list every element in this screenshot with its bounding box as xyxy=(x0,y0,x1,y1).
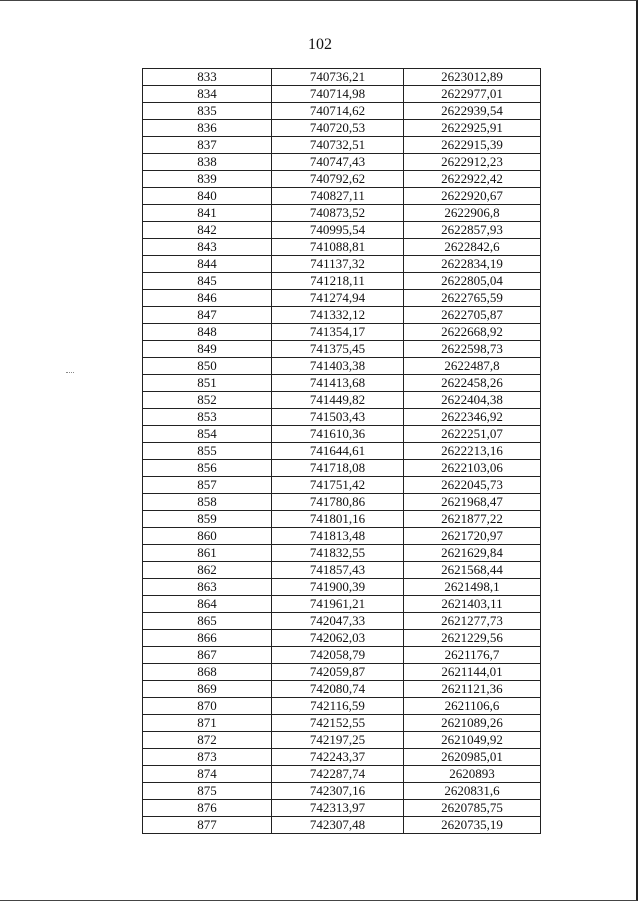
table-row xyxy=(143,358,541,375)
x-coordinate-cell: 740720,53 xyxy=(272,120,404,137)
y-coordinate-cell: 2621568,44 xyxy=(404,562,541,579)
x-coordinate-cell: 740747,43 xyxy=(272,154,404,171)
scan-artifact xyxy=(66,372,74,375)
y-coordinate-cell: 2622346,92 xyxy=(404,409,541,426)
y-coordinate-cell: 2621106,6 xyxy=(404,698,541,715)
table-row xyxy=(143,749,541,766)
point-number-cell: 836 xyxy=(143,120,272,137)
point-number-cell: 852 xyxy=(143,392,272,409)
table-row xyxy=(143,494,541,511)
x-coordinate-cell: 740792,62 xyxy=(272,171,404,188)
point-number-cell: 857 xyxy=(143,477,272,494)
x-coordinate-cell: 742059,87 xyxy=(272,664,404,681)
x-coordinate-cell: 742047,33 xyxy=(272,613,404,630)
point-number-cell: 833 xyxy=(143,69,272,86)
y-coordinate-cell: 2621629,84 xyxy=(404,545,541,562)
point-number-cell: 877 xyxy=(143,817,272,834)
point-number-cell: 846 xyxy=(143,290,272,307)
table-row xyxy=(143,783,541,800)
y-coordinate-cell: 2621049,92 xyxy=(404,732,541,749)
y-coordinate-cell: 2621121,36 xyxy=(404,681,541,698)
point-number-cell: 858 xyxy=(143,494,272,511)
y-coordinate-cell: 2622915,39 xyxy=(404,137,541,154)
y-coordinate-cell: 2621968,47 xyxy=(404,494,541,511)
point-number-cell: 840 xyxy=(143,188,272,205)
point-number-cell: 837 xyxy=(143,137,272,154)
y-coordinate-cell: 2622912,23 xyxy=(404,154,541,171)
point-number-cell: 851 xyxy=(143,375,272,392)
y-coordinate-cell: 2621176,7 xyxy=(404,647,541,664)
y-coordinate-cell: 2622598,73 xyxy=(404,341,541,358)
point-number-cell: 854 xyxy=(143,426,272,443)
table-row xyxy=(143,766,541,783)
table-row xyxy=(143,545,541,562)
x-coordinate-cell: 741403,38 xyxy=(272,358,404,375)
x-coordinate-cell: 742116,59 xyxy=(272,698,404,715)
table-row xyxy=(143,664,541,681)
y-coordinate-cell: 2622977,01 xyxy=(404,86,541,103)
y-coordinate-cell: 2620735,19 xyxy=(404,817,541,834)
x-coordinate-cell: 742287,74 xyxy=(272,766,404,783)
table-row xyxy=(143,528,541,545)
y-coordinate-cell: 2623012,89 xyxy=(404,69,541,86)
table-row xyxy=(143,511,541,528)
x-coordinate-cell: 742197,25 xyxy=(272,732,404,749)
y-coordinate-cell: 2622857,93 xyxy=(404,222,541,239)
y-coordinate-cell: 2620831,6 xyxy=(404,783,541,800)
x-coordinate-cell: 741718,08 xyxy=(272,460,404,477)
table-row xyxy=(143,103,541,120)
table-row xyxy=(143,732,541,749)
table-row xyxy=(143,392,541,409)
x-coordinate-cell: 740995,54 xyxy=(272,222,404,239)
table-row xyxy=(143,69,541,86)
point-number-cell: 834 xyxy=(143,86,272,103)
x-coordinate-cell: 741832,55 xyxy=(272,545,404,562)
x-coordinate-cell: 741610,36 xyxy=(272,426,404,443)
y-coordinate-cell: 2621403,11 xyxy=(404,596,541,613)
point-number-cell: 872 xyxy=(143,732,272,749)
y-coordinate-cell: 2621277,73 xyxy=(404,613,541,630)
y-coordinate-cell: 2621229,56 xyxy=(404,630,541,647)
table-row xyxy=(143,239,541,256)
table-row xyxy=(143,681,541,698)
y-coordinate-cell: 2622922,42 xyxy=(404,171,541,188)
point-number-cell: 835 xyxy=(143,103,272,120)
x-coordinate-cell: 741218,11 xyxy=(272,273,404,290)
point-number-cell: 871 xyxy=(143,715,272,732)
y-coordinate-cell: 2622404,38 xyxy=(404,392,541,409)
x-coordinate-cell: 742243,37 xyxy=(272,749,404,766)
point-number-cell: 868 xyxy=(143,664,272,681)
x-coordinate-cell: 741900,39 xyxy=(272,579,404,596)
point-number-cell: 860 xyxy=(143,528,272,545)
point-number-cell: 861 xyxy=(143,545,272,562)
table-row xyxy=(143,222,541,239)
x-coordinate-cell: 742307,16 xyxy=(272,783,404,800)
page-number: 102 xyxy=(308,36,332,53)
point-number-cell: 843 xyxy=(143,239,272,256)
table-row xyxy=(143,307,541,324)
point-number-cell: 859 xyxy=(143,511,272,528)
table-row xyxy=(143,613,541,630)
table-row xyxy=(143,477,541,494)
point-number-cell: 866 xyxy=(143,630,272,647)
point-number-cell: 839 xyxy=(143,171,272,188)
y-coordinate-cell: 2622765,59 xyxy=(404,290,541,307)
x-coordinate-cell: 741751,42 xyxy=(272,477,404,494)
x-coordinate-cell: 741354,17 xyxy=(272,324,404,341)
y-coordinate-cell: 2621144,01 xyxy=(404,664,541,681)
point-number-cell: 875 xyxy=(143,783,272,800)
table-row xyxy=(143,137,541,154)
point-number-cell: 838 xyxy=(143,154,272,171)
y-coordinate-cell: 2622705,87 xyxy=(404,307,541,324)
x-coordinate-cell: 741503,43 xyxy=(272,409,404,426)
x-coordinate-cell: 742080,74 xyxy=(272,681,404,698)
x-coordinate-cell: 740873,52 xyxy=(272,205,404,222)
table-row xyxy=(143,409,541,426)
y-coordinate-cell: 2621877,22 xyxy=(404,511,541,528)
point-number-cell: 873 xyxy=(143,749,272,766)
x-coordinate-cell: 740714,62 xyxy=(272,103,404,120)
x-coordinate-cell: 740732,51 xyxy=(272,137,404,154)
x-coordinate-cell: 741961,21 xyxy=(272,596,404,613)
point-number-cell: 845 xyxy=(143,273,272,290)
x-coordinate-cell: 740736,21 xyxy=(272,69,404,86)
point-number-cell: 869 xyxy=(143,681,272,698)
point-number-cell: 874 xyxy=(143,766,272,783)
y-coordinate-cell: 2622925,91 xyxy=(404,120,541,137)
table-row xyxy=(143,698,541,715)
y-coordinate-cell: 2622805,04 xyxy=(404,273,541,290)
y-coordinate-cell: 2621498,1 xyxy=(404,579,541,596)
point-number-cell: 870 xyxy=(143,698,272,715)
x-coordinate-cell: 741332,12 xyxy=(272,307,404,324)
x-coordinate-cell: 742062,03 xyxy=(272,630,404,647)
x-coordinate-cell: 742313,97 xyxy=(272,800,404,817)
table-row xyxy=(143,324,541,341)
point-number-cell: 841 xyxy=(143,205,272,222)
y-coordinate-cell: 2620893 xyxy=(404,766,541,783)
point-number-cell: 864 xyxy=(143,596,272,613)
x-coordinate-cell: 740714,98 xyxy=(272,86,404,103)
x-coordinate-cell: 742307,48 xyxy=(272,817,404,834)
table-row xyxy=(143,273,541,290)
y-coordinate-cell: 2622939,54 xyxy=(404,103,541,120)
y-coordinate-cell: 2622842,6 xyxy=(404,239,541,256)
y-coordinate-cell: 2621089,26 xyxy=(404,715,541,732)
x-coordinate-cell: 741780,86 xyxy=(272,494,404,511)
point-number-cell: 856 xyxy=(143,460,272,477)
x-coordinate-cell: 741274,94 xyxy=(272,290,404,307)
y-coordinate-cell: 2622487,8 xyxy=(404,358,541,375)
coordinates-table xyxy=(142,68,541,834)
table-row xyxy=(143,341,541,358)
x-coordinate-cell: 742058,79 xyxy=(272,647,404,664)
x-coordinate-cell: 741413,68 xyxy=(272,375,404,392)
table-row xyxy=(143,443,541,460)
y-coordinate-cell: 2622103,06 xyxy=(404,460,541,477)
y-coordinate-cell: 2622458,26 xyxy=(404,375,541,392)
table-row xyxy=(143,647,541,664)
x-coordinate-cell: 742152,55 xyxy=(272,715,404,732)
point-number-cell: 863 xyxy=(143,579,272,596)
y-coordinate-cell: 2621720,97 xyxy=(404,528,541,545)
table-row xyxy=(143,630,541,647)
table-row xyxy=(143,171,541,188)
y-coordinate-cell: 2622834,19 xyxy=(404,256,541,273)
point-number-cell: 867 xyxy=(143,647,272,664)
point-number-cell: 862 xyxy=(143,562,272,579)
table-row xyxy=(143,256,541,273)
x-coordinate-cell: 741801,16 xyxy=(272,511,404,528)
point-number-cell: 855 xyxy=(143,443,272,460)
point-number-cell: 865 xyxy=(143,613,272,630)
y-coordinate-cell: 2622668,92 xyxy=(404,324,541,341)
point-number-cell: 844 xyxy=(143,256,272,273)
y-coordinate-cell: 2622213,16 xyxy=(404,443,541,460)
point-number-cell: 848 xyxy=(143,324,272,341)
point-number-cell: 876 xyxy=(143,800,272,817)
point-number-cell: 853 xyxy=(143,409,272,426)
x-coordinate-cell: 741375,45 xyxy=(272,341,404,358)
table-row xyxy=(143,562,541,579)
table-row xyxy=(143,290,541,307)
x-coordinate-cell: 740827,11 xyxy=(272,188,404,205)
y-coordinate-cell: 2620985,01 xyxy=(404,749,541,766)
y-coordinate-cell: 2622906,8 xyxy=(404,205,541,222)
table-row xyxy=(143,460,541,477)
table-row xyxy=(143,188,541,205)
point-number-cell: 842 xyxy=(143,222,272,239)
y-coordinate-cell: 2620785,75 xyxy=(404,800,541,817)
x-coordinate-cell: 741813,48 xyxy=(272,528,404,545)
x-coordinate-cell: 741137,32 xyxy=(272,256,404,273)
table-row xyxy=(143,715,541,732)
table-row xyxy=(143,579,541,596)
y-coordinate-cell: 2622045,73 xyxy=(404,477,541,494)
table-row xyxy=(143,86,541,103)
table-row xyxy=(143,120,541,137)
x-coordinate-cell: 741449,82 xyxy=(272,392,404,409)
table-row xyxy=(143,205,541,222)
table-row xyxy=(143,426,541,443)
x-coordinate-cell: 741857,43 xyxy=(272,562,404,579)
table-row xyxy=(143,817,541,834)
table-row xyxy=(143,375,541,392)
table-row xyxy=(143,154,541,171)
point-number-cell: 849 xyxy=(143,341,272,358)
table-row xyxy=(143,596,541,613)
x-coordinate-cell: 741644,61 xyxy=(272,443,404,460)
point-number-cell: 850 xyxy=(143,358,272,375)
y-coordinate-cell: 2622920,67 xyxy=(404,188,541,205)
y-coordinate-cell: 2622251,07 xyxy=(404,426,541,443)
coordinates-table-body xyxy=(143,69,541,834)
table-row xyxy=(143,800,541,817)
x-coordinate-cell: 741088,81 xyxy=(272,239,404,256)
point-number-cell: 847 xyxy=(143,307,272,324)
